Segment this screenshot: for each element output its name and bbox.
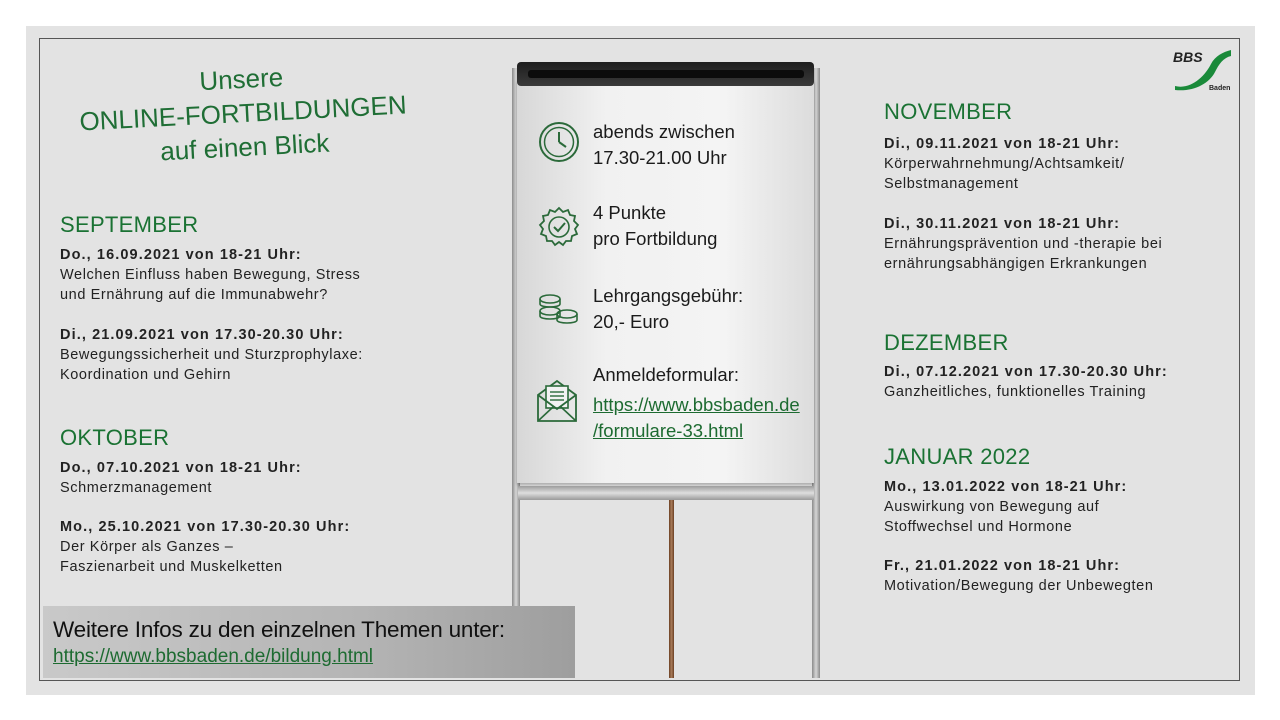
month-heading-dezember: DEZEMBER xyxy=(884,330,1009,355)
coins-icon xyxy=(536,292,582,328)
event-item xyxy=(60,517,350,577)
points-line-1: 4 Punkte xyxy=(593,202,667,223)
event-date: Mo., 25.10.2021 von 17.30-20.30 Uhr: xyxy=(60,519,351,535)
more-info-text: Weitere Infos zu den einzelnen Themen unter: xyxy=(53,617,505,642)
time-line-2: 17.30-21.00 Uhr xyxy=(593,147,727,168)
flipchart-tray xyxy=(518,486,814,500)
event-item xyxy=(884,214,1162,274)
event-date: Do., 16.09.2021 von 18-21 Uhr: xyxy=(60,247,302,263)
clock-icon xyxy=(538,121,580,163)
certificate-badge-icon xyxy=(538,206,580,248)
logo-subtext: Baden xyxy=(1209,85,1231,92)
event-topic: und Ernährung auf die Immunabwehr? xyxy=(60,287,328,303)
fee-info xyxy=(593,283,743,335)
event-date: Do., 07.10.2021 von 18-21 Uhr: xyxy=(60,460,302,476)
points-line-2: pro Fortbildung xyxy=(593,228,718,249)
event-date: Mo., 13.01.2022 von 18-21 Uhr: xyxy=(884,479,1128,495)
event-date: Di., 21.09.2021 von 17.30-20.30 Uhr: xyxy=(60,327,344,343)
form-info xyxy=(593,362,800,444)
event-topic: Faszienarbeit und Muskelketten xyxy=(60,559,283,575)
event-item xyxy=(884,362,1168,402)
event-date: Fr., 21.01.2022 von 18-21 Uhr: xyxy=(884,558,1121,574)
flipchart-center-pole xyxy=(669,500,674,678)
fee-line-1: Lehrgangsgebühr: xyxy=(593,285,744,306)
event-item xyxy=(884,134,1124,194)
event-topic: ernährungsabhängigen Erkrankungen xyxy=(884,256,1148,272)
time-info xyxy=(593,119,735,171)
event-item xyxy=(884,477,1127,537)
event-item xyxy=(60,458,302,498)
points-info xyxy=(593,200,717,252)
event-item xyxy=(60,245,360,305)
event-topic: Motivation/Bewegung der Unbewegten xyxy=(884,578,1154,594)
event-topic: Ernährungsprävention und -therapie bei xyxy=(884,236,1163,252)
event-topic: Schmerzmanagement xyxy=(60,480,213,496)
event-date: Di., 09.11.2021 von 18-21 Uhr: xyxy=(884,136,1121,152)
event-date: Di., 07.12.2021 von 17.30-20.30 Uhr: xyxy=(884,364,1168,380)
event-date: Di., 30.11.2021 von 18-21 Uhr: xyxy=(884,216,1121,232)
month-heading-november: NOVEMBER xyxy=(884,99,1013,124)
bbs-baden-logo xyxy=(1171,46,1233,92)
event-topic: Stoffwechsel und Hormone xyxy=(884,519,1073,535)
more-info-link[interactable]: https://www.bbsbaden.de/bildung.html xyxy=(53,646,374,667)
page-title xyxy=(56,52,431,173)
event-item xyxy=(60,325,363,385)
form-link-line-2[interactable]: /formulare-33.html xyxy=(593,420,744,441)
event-topic: Bewegungssicherheit und Sturzprophylaxe: xyxy=(60,347,363,363)
event-item xyxy=(884,556,1153,596)
event-topic: Körperwahrnehmung/Achtsamkeit/ xyxy=(884,156,1125,172)
time-line-1: abends zwischen xyxy=(593,121,735,142)
month-heading-oktober: OKTOBER xyxy=(60,425,170,450)
event-topic: Ganzheitliches, funktionelles Training xyxy=(884,384,1147,400)
month-heading-januar: JANUAR 2022 xyxy=(884,444,1031,469)
logo-text: BBS xyxy=(1173,49,1203,65)
mail-form-icon xyxy=(535,377,579,423)
event-topic: Welchen Einfluss haben Bewegung, Stress xyxy=(60,267,361,283)
event-topic: Der Körper als Ganzes – xyxy=(60,539,234,555)
event-topic: Selbstmanagement xyxy=(884,176,1019,192)
form-label: Anmeldeformular: xyxy=(593,364,740,385)
event-topic: Auswirkung von Bewegung auf xyxy=(884,499,1100,515)
form-link-line-1[interactable]: https://www.bbsbaden.de xyxy=(593,394,800,415)
flipchart-clamp-bar xyxy=(528,70,804,78)
headline-line-1: Unsere xyxy=(198,61,284,97)
headline-line-3: auf einen Blick xyxy=(159,127,330,167)
month-heading-september: SEPTEMBER xyxy=(60,212,199,237)
headline-line-2: ONLINE-FORTBILDUNGEN xyxy=(78,89,408,137)
fee-line-2: 20,- Euro xyxy=(593,311,670,332)
event-topic: Koordination und Gehirn xyxy=(60,367,231,383)
